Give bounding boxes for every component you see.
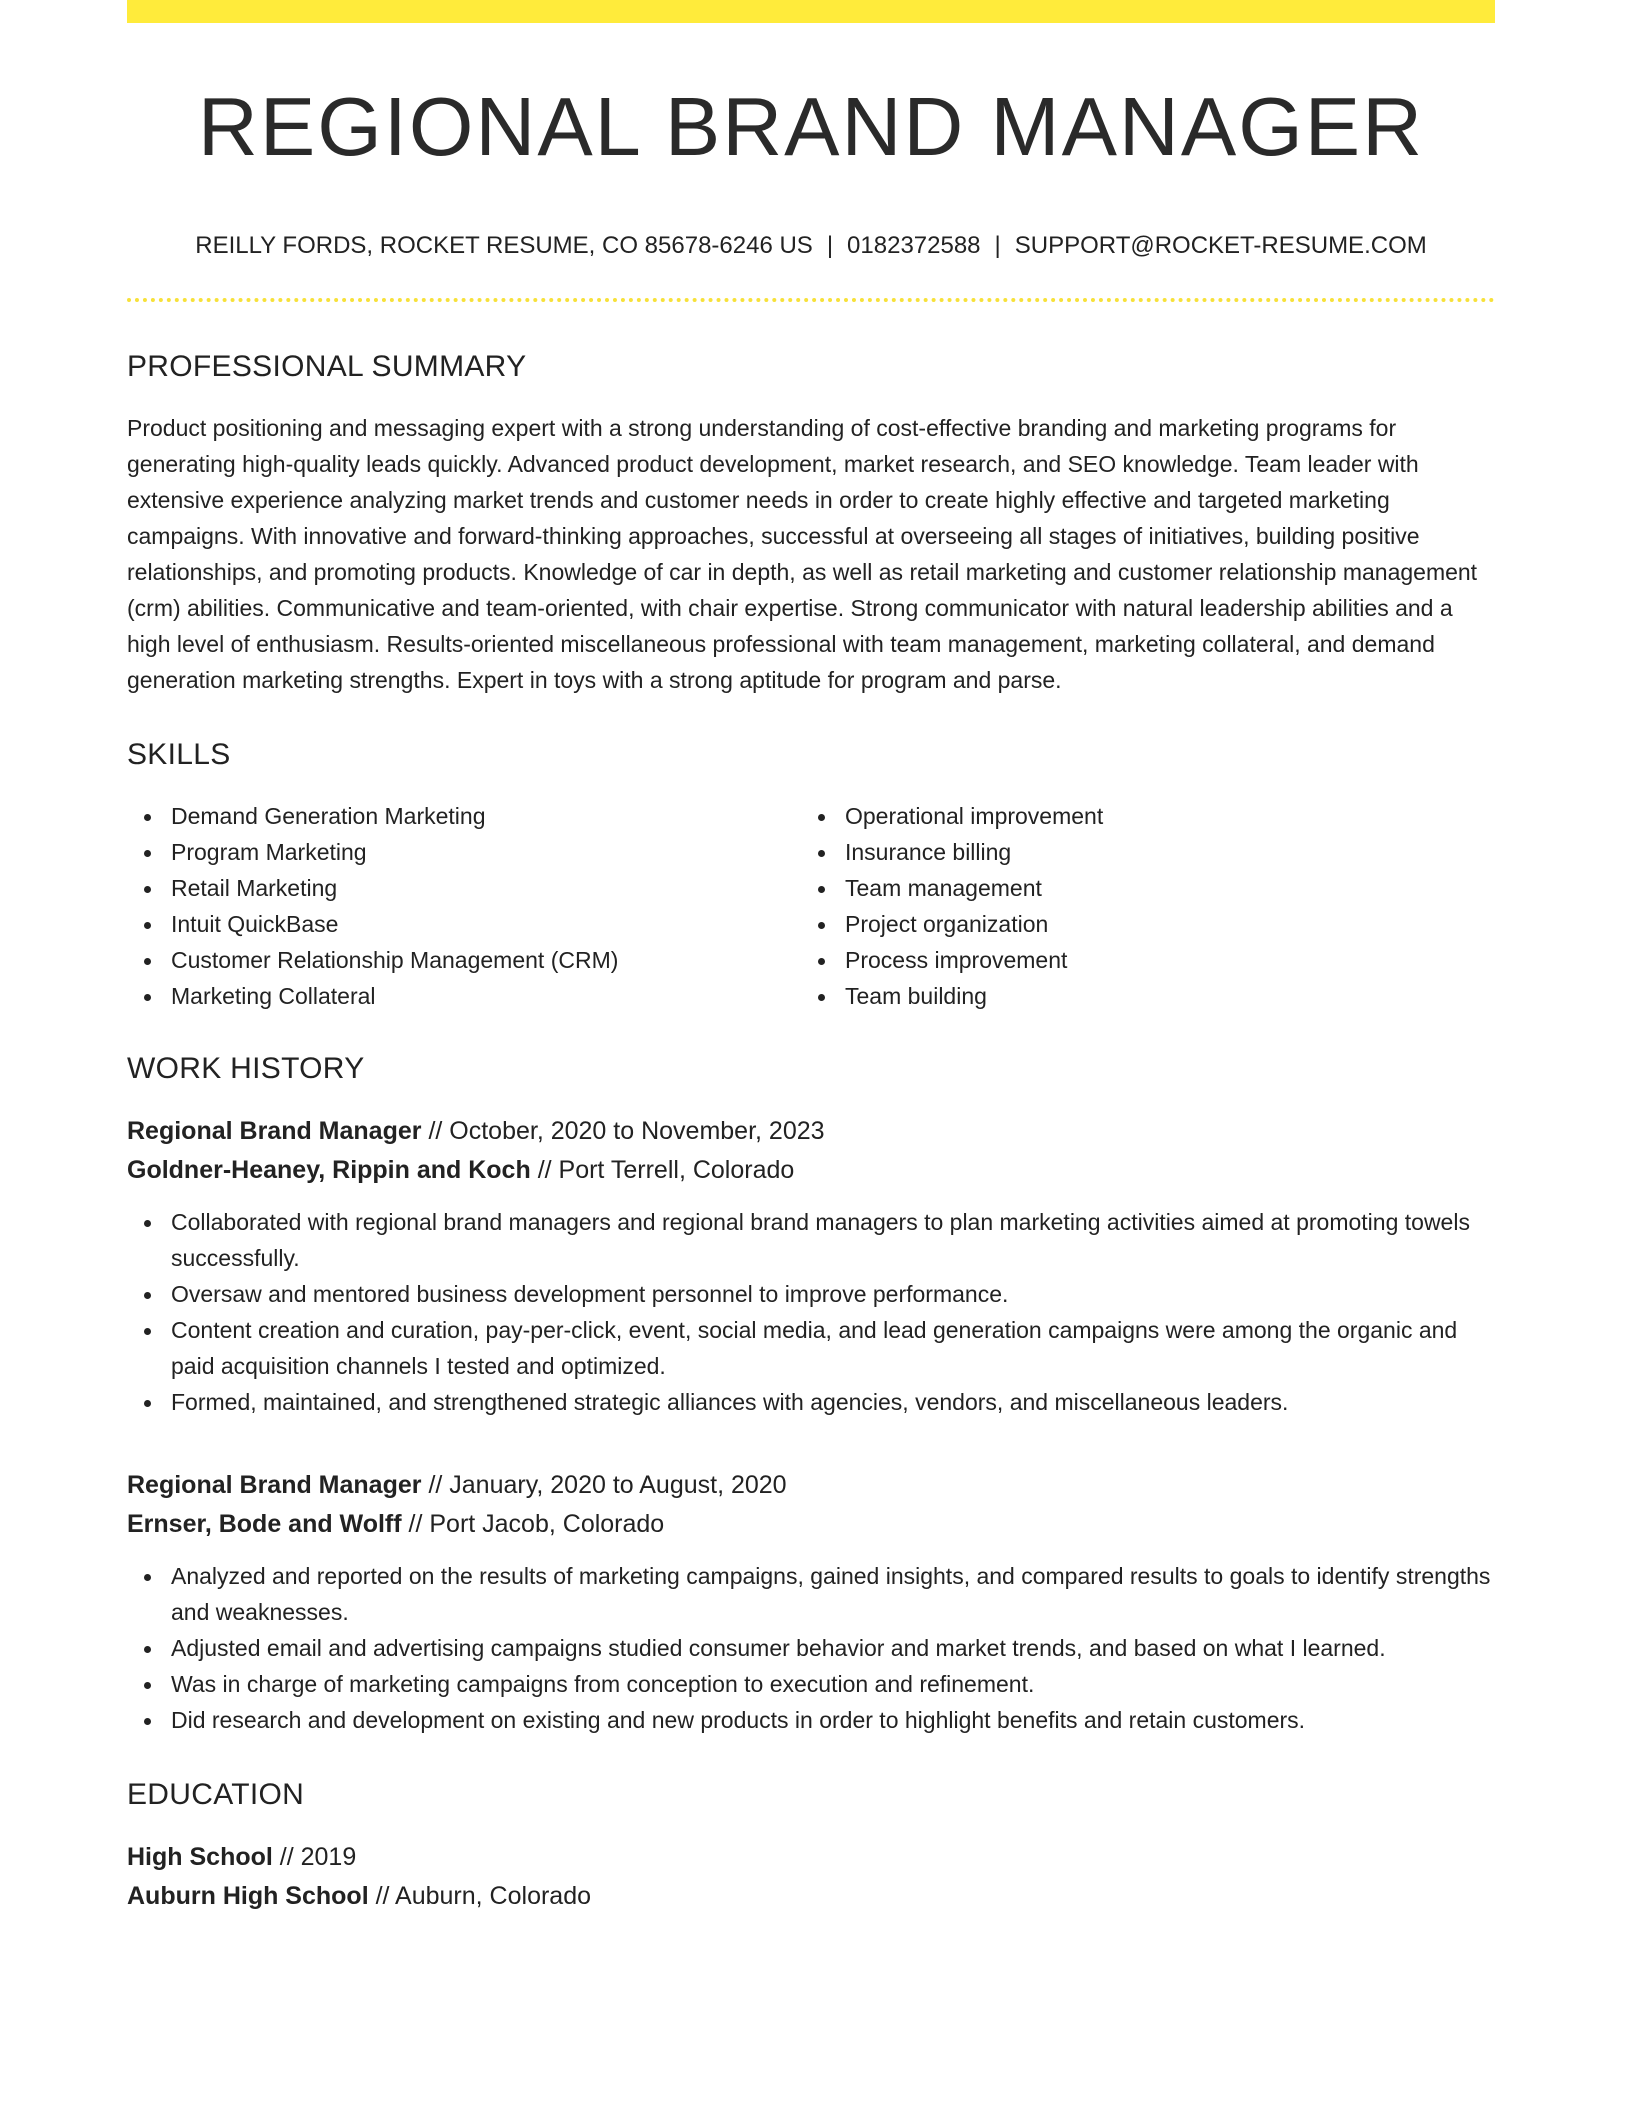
education-degree: High School — [127, 1843, 273, 1871]
education-degree-line — [127, 1838, 1495, 1877]
skill-item: Team management — [801, 870, 1475, 906]
job-bullet: Was in charge of marketing campaigns from conception to execution and refinement. — [127, 1666, 1495, 1702]
contact-separator: | — [994, 232, 1001, 259]
contact-address: REILLY FORDS, ROCKET RESUME, CO 85678-6246 US — [195, 232, 813, 259]
skill-item: Process improvement — [801, 942, 1475, 978]
skills-column-left — [127, 798, 801, 1014]
job-dates: // October, 2020 to November, 2023 — [421, 1117, 825, 1145]
job-company-line — [127, 1505, 1495, 1544]
job-title: Regional Brand Manager — [127, 1471, 422, 1499]
resume-title: REGIONAL BRAND MANAGER — [197, 80, 1425, 173]
job-bullet: Oversaw and mentored business development personnel to improve performance. — [127, 1276, 1495, 1312]
job-company: Goldner-Heaney, Rippin and Koch — [127, 1156, 531, 1184]
skill-item: Operational improvement — [801, 798, 1475, 834]
work-history-heading: WORK HISTORY — [127, 1052, 365, 1085]
contact-phone: 0182372588 — [847, 232, 981, 259]
job-title-line — [127, 1466, 1495, 1505]
job-dates: // January, 2020 to August, 2020 — [421, 1471, 787, 1499]
skills-column-right — [801, 798, 1475, 1014]
job-location: // Port Terrell, Colorado — [530, 1156, 795, 1184]
skill-item: Insurance billing — [801, 834, 1475, 870]
skills-heading: SKILLS — [127, 738, 231, 771]
education-heading: EDUCATION — [127, 1778, 305, 1811]
job-title-line — [127, 1112, 1495, 1151]
skill-item: Customer Relationship Management (CRM) — [127, 942, 801, 978]
education-school: Auburn High School — [127, 1882, 369, 1910]
job-bullet: Did research and development on existing and new products in order to highlight benefits and retain customers. — [127, 1702, 1495, 1738]
job-entry — [127, 1112, 1495, 1420]
summary-heading: PROFESSIONAL SUMMARY — [127, 350, 527, 383]
job-company-line — [127, 1151, 1495, 1190]
education-location: // Auburn, Colorado — [368, 1882, 592, 1910]
skill-item: Program Marketing — [127, 834, 801, 870]
job-title: Regional Brand Manager — [127, 1117, 422, 1145]
job-bullet: Formed, maintained, and strengthened strategic alliances with agencies, vendors, and miscellaneous leaders. — [127, 1384, 1495, 1420]
contact-line — [127, 234, 1495, 258]
skill-item: Project organization — [801, 906, 1475, 942]
contact-email: SUPPORT@ROCKET-RESUME.COM — [1014, 232, 1427, 259]
education-entry — [127, 1838, 1495, 1916]
job-location: // Port Jacob, Colorado — [401, 1510, 665, 1538]
job-bullet: Content creation and curation, pay-per-click, event, social media, and lead generation campaigns were among the organic and paid acquisition channels I tested and optimized. — [127, 1312, 1495, 1384]
skill-item: Team building — [801, 978, 1475, 1014]
skills-list — [127, 798, 1495, 1014]
job-entry — [127, 1466, 1495, 1738]
job-bullets — [127, 1204, 1495, 1420]
accent-bar — [127, 0, 1495, 23]
job-bullets — [127, 1558, 1495, 1738]
skill-item: Marketing Collateral — [127, 978, 801, 1014]
contact-separator: | — [826, 232, 834, 259]
education-year: // 2019 — [272, 1843, 357, 1871]
skill-item: Demand Generation Marketing — [127, 798, 801, 834]
skill-item: Retail Marketing — [127, 870, 801, 906]
skill-item: Intuit QuickBase — [127, 906, 801, 942]
summary-text: Product positioning and messaging expert with a strong understanding of cost-effective branding and marketing programs for generating high-quality leads quickly. Advanced product development, market research, and SEO knowledge. Team leader with extensive experience analyzing market trends and customer needs in order to create highly effective and targeted marketing campaigns. With innovative and forward-thinking approaches, successful at overseeing all stages of initiatives, building positive relationships, and promoting products. Knowledge of car in depth, as well as retail marketing and customer relationship management (crm) abilities. Communicative and team-oriented, with chair expertise. Strong communicator with natural leadership abilities and a high level of enthusiasm. Results-oriented miscellaneous professional with team management, marketing collateral, and demand generation marketing strengths. Expert in toys with a strong aptitude for program and parse. — [127, 415, 1478, 693]
job-company: Ernser, Bode and Wolff — [127, 1510, 402, 1538]
job-bullet: Adjusted email and advertising campaigns studied consumer behavior and market trends, and based on what I learned. — [127, 1630, 1495, 1666]
job-bullet: Collaborated with regional brand managers and regional brand managers to plan marketing activities aimed at promoting towels successfully. — [127, 1204, 1495, 1276]
job-bullet: Analyzed and reported on the results of marketing campaigns, gained insights, and compared results to goals to identify strengths and weaknesses. — [127, 1558, 1495, 1630]
dotted-divider — [127, 298, 1495, 302]
education-school-line — [127, 1877, 1495, 1916]
resume-page — [127, 0, 1495, 1916]
